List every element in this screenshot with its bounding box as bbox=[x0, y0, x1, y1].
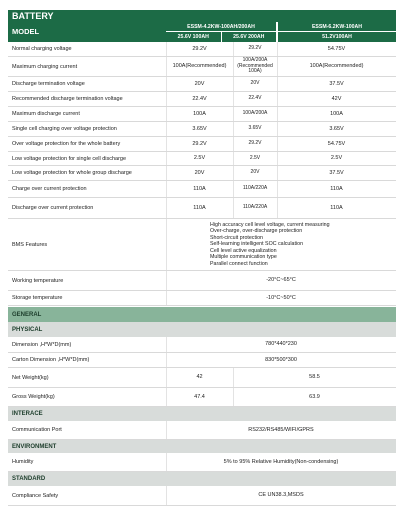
bms-feature-item: Parallel connect function bbox=[210, 260, 268, 267]
spec-row-value-a: 2.5V bbox=[193, 155, 206, 162]
spec-row bbox=[8, 122, 396, 137]
model-sub-51-2v-100ah: 51.2V100AH bbox=[322, 34, 352, 40]
spec-row bbox=[8, 77, 396, 92]
carton-dimension-label: Carton Dimension ,H*W*D(mm) bbox=[12, 357, 90, 363]
spec-row-value-a: 110A bbox=[193, 204, 206, 211]
spec-row-value-c: 3.65V bbox=[329, 125, 344, 132]
spec-row bbox=[8, 57, 396, 77]
spec-row-label: Low voltage protection for single cell discharge bbox=[12, 155, 127, 162]
spec-row-value-b: 29.2V bbox=[248, 45, 262, 52]
spec-row bbox=[8, 166, 396, 181]
spec-row-value-b: 2.5V bbox=[249, 154, 261, 161]
spec-row-value-c: 100A(Recommended) bbox=[309, 63, 364, 70]
model-sub-25-6v-100ah: 25.6V 100AH bbox=[177, 34, 209, 40]
humidity-row bbox=[8, 453, 396, 472]
spec-row-value-c: 37.5V bbox=[329, 169, 344, 176]
spec-row-value-c: 100A bbox=[330, 110, 343, 117]
spec-row-value-c: 37.5V bbox=[329, 80, 344, 87]
communication-port-label: Communication Port bbox=[12, 427, 62, 433]
spec-row-value-a: 100A(Recommended) bbox=[172, 63, 227, 70]
working-temperature-row bbox=[8, 271, 396, 291]
net-weight-label: Net Weight(kg) bbox=[12, 374, 49, 381]
bms-feature-item: Multiple communication type bbox=[210, 254, 277, 261]
carton-dimension-value: 830*500*300 bbox=[265, 356, 297, 363]
spec-row-label: Over voltage protection for the whole battery bbox=[12, 141, 121, 147]
working-temperature-value: -20°C~65°C bbox=[266, 277, 296, 284]
bms-feature-item: High accuracy cell level voltage, current measuring bbox=[210, 222, 330, 228]
spec-row-value-a: 29.2V bbox=[192, 140, 207, 147]
spec-row-value-b: 110A/220A bbox=[242, 204, 268, 211]
spec-row-label: Normal charging voltage bbox=[12, 46, 72, 52]
general-section-header: GENERAL bbox=[8, 307, 396, 322]
storage-temperature-row bbox=[8, 291, 396, 306]
model-name-6-2kw: ESSM-6.2KW-100AH bbox=[278, 22, 396, 32]
gross-weight-value-b: 63.9 bbox=[309, 393, 320, 400]
spec-row-value-b: 100A/200A bbox=[242, 110, 268, 117]
spec-row-value-a: 110A bbox=[193, 185, 206, 192]
spec-row-value-a: 100A bbox=[193, 110, 206, 117]
spec-row-value-b: 20V bbox=[250, 80, 260, 87]
model-col-essm-6-2kw bbox=[277, 22, 396, 42]
compliance-safety-label: Compliance Safety bbox=[12, 492, 59, 499]
spec-row-label: Charge over current protection bbox=[12, 186, 87, 192]
humidity-label: Humidity bbox=[12, 459, 34, 465]
spec-row-label: Recommended discharge termination voltage bbox=[12, 96, 123, 102]
spec-row bbox=[8, 181, 396, 198]
spec-row bbox=[8, 137, 396, 152]
spec-row-value-b: 20V bbox=[250, 169, 260, 176]
environment-section-header: ENVIRONMENT bbox=[8, 440, 396, 453]
spec-row-label: Single cell charging over voltage protection bbox=[12, 126, 117, 132]
spec-row-value-c: 54.75V bbox=[327, 45, 346, 52]
storage-temperature-value: -10°C~50°C bbox=[266, 294, 296, 301]
model-header-row bbox=[8, 22, 396, 42]
spec-row-value-a: 3.65V bbox=[192, 125, 207, 132]
bms-feature-item: Over-charge, over-discharge protection bbox=[210, 228, 303, 235]
spec-row-value-a: 29.2V bbox=[192, 45, 207, 52]
humidity-value: 5% to 95% Relative Humidity(Non-condensing) bbox=[223, 458, 339, 465]
spec-row bbox=[8, 42, 396, 57]
model-sub-25-6v-200ah: 25.6V 200AH bbox=[221, 32, 277, 42]
spec-row-label: Low voltage protection for whole group discharge bbox=[12, 170, 132, 176]
spec-row-value-b: 110A/220A bbox=[242, 185, 268, 192]
spec-row-value-b: 100A/200A (Recommended 100A) bbox=[237, 56, 273, 75]
dimension-row bbox=[8, 337, 396, 353]
compliance-safety-value: CE UN38.3,MSDS bbox=[258, 492, 304, 499]
working-temperature-label: Working temperature bbox=[12, 277, 64, 284]
spec-row-value-a: 20V bbox=[194, 80, 205, 87]
physical-section-header: PHYSICAL bbox=[8, 322, 396, 337]
dimension-label: Dimension ,H*W*D(mm) bbox=[12, 341, 72, 348]
spec-row-label: Maximum charging current bbox=[12, 63, 78, 70]
compliance-safety-row bbox=[8, 486, 396, 506]
spec-row bbox=[8, 92, 396, 107]
interface-section-header: INTERACE bbox=[8, 407, 396, 421]
spec-row-value-c: 54.75V bbox=[327, 140, 346, 147]
spec-row-value-b: 3.65V bbox=[248, 125, 262, 132]
battery-section-header: BATTERY bbox=[8, 10, 396, 22]
spec-row bbox=[8, 107, 396, 122]
gross-weight-value-a: 47.4 bbox=[194, 393, 205, 400]
spec-row-value-b: 22.4V bbox=[248, 95, 262, 102]
bms-feature-item: Short-circuit protection bbox=[210, 234, 263, 241]
spec-row-label: Maximum discharge current bbox=[12, 111, 80, 117]
model-col-essm-4-2kw bbox=[166, 22, 276, 42]
net-weight-value-a: 42 bbox=[196, 374, 203, 381]
spec-row bbox=[8, 198, 396, 219]
communication-port-row bbox=[8, 421, 396, 440]
bms-features-label: BMS Features bbox=[12, 241, 48, 248]
model-name-4-2kw: ESSM-4.2KW-100AH/200AH bbox=[166, 22, 276, 32]
carton-dimension-row bbox=[8, 353, 396, 368]
gross-weight-label: Gross Weight(kg) bbox=[12, 394, 55, 400]
spec-row-label: Discharge termination voltage bbox=[12, 81, 85, 87]
spec-row-label: Discharge over current protection bbox=[12, 205, 94, 211]
spec-row bbox=[8, 152, 396, 166]
bms-feature-item: Cell level active equalization bbox=[210, 247, 277, 254]
net-weight-row bbox=[8, 368, 396, 388]
bms-feature-item: Self-learning intelligent SOC calculation bbox=[210, 241, 304, 248]
dimension-value: 780*440*230 bbox=[265, 341, 297, 348]
spec-row-value-c: 110A bbox=[330, 185, 343, 192]
spec-row-value-a: 22.4V bbox=[192, 95, 207, 102]
bms-features-list bbox=[210, 222, 330, 267]
spec-row-value-c: 110A bbox=[330, 204, 343, 211]
model-label: MODEL bbox=[8, 22, 166, 42]
storage-temperature-label: Storage temperature bbox=[12, 295, 63, 301]
communication-port-value: RS232/RS485/WIFI/GPRS bbox=[248, 426, 314, 433]
spec-row-value-c: 42V bbox=[331, 95, 342, 102]
spec-row-value-a: 20V bbox=[194, 169, 205, 176]
spec-row-value-c: 2.5V bbox=[330, 155, 343, 162]
net-weight-value-b: 58.5 bbox=[309, 374, 320, 381]
standard-section-header: STANDARD bbox=[8, 472, 396, 486]
bms-features-row bbox=[8, 219, 396, 271]
spec-row-value-b: 29.2V bbox=[248, 140, 262, 147]
gross-weight-row bbox=[8, 388, 396, 407]
